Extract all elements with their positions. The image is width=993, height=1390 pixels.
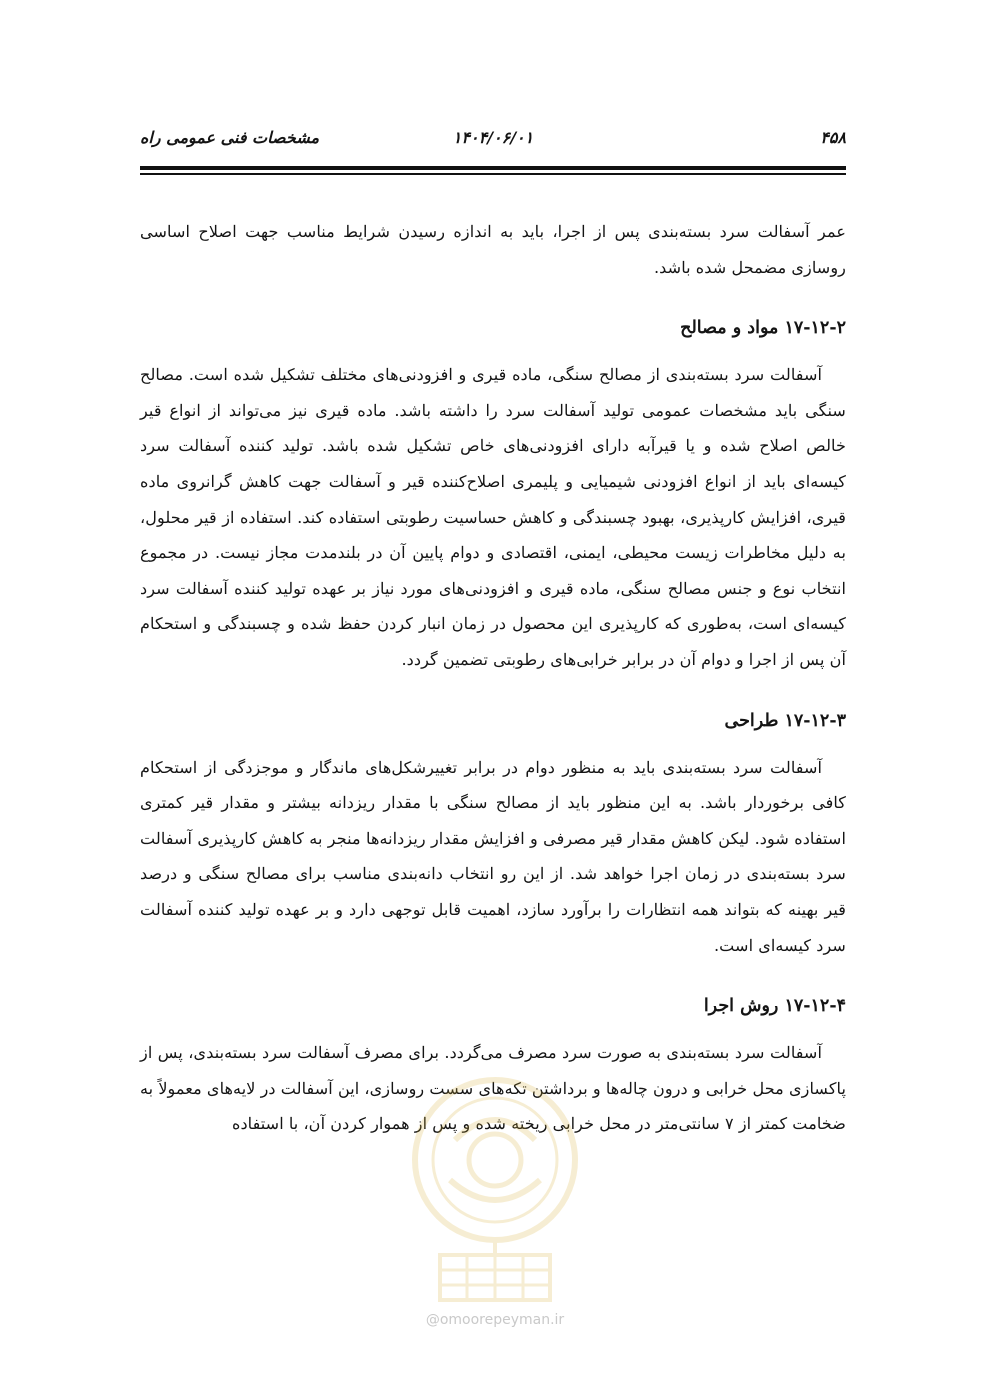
intro-paragraph: عمر آسفالت سرد بسته‌بندی پس از اجرا، باید به اندازه رسیدن شرایط مناسب جهت اصلاح اساسی روسازی مضمحل شده باشد. xyxy=(140,222,846,277)
header-title: مشخصات فنی عمومی راه xyxy=(140,128,320,147)
section-heading-execution: ۱۷-۱۲-۴ روش اجرا xyxy=(703,996,846,1017)
header-rule-thin xyxy=(140,173,846,175)
header-date: ۱۴۰۴/۰۶/۰۱ xyxy=(452,128,534,147)
page-number: ۴۵۸ xyxy=(820,128,846,147)
page-body xyxy=(140,214,846,1142)
section-paragraph-execution: آسفالت سرد بسته‌بندی به صورت سرد مصرف می‌گردد. برای مصرف آسفالت سرد بسته‌بندی، پس از پاکسازی محل خرابی و درون چاله‌ها و برداشتن تکه‌های سست روسازی، این آسفالت در لایه‌های معمولاً به ضخامت کمتر از ۷ سانتی‌متر در محل خرابی ریخته شده و پس از هموار کردن آن، با استفاده xyxy=(140,1043,846,1134)
page-header xyxy=(140,128,846,160)
section-heading-design: ۱۷-۱۲-۳ طراحی xyxy=(724,710,846,731)
section-heading-materials: ۱۷-۱۲-۲ مواد و مصالح xyxy=(680,318,846,339)
header-rule-thick xyxy=(140,166,846,170)
section-paragraph-design: آسفالت سرد بسته‌بندی باید به منظور دوام در برابر تغییرشکل‌های ماندگار و موجزدگی از استحکام کافی برخوردار باشد. به این منظور باید از مصالح سنگی با مقدار ریزدانه بیشتر و مقدار قیر کمتری استفاده شود. لیکن کاهش مقدار قیر مصرفی و افزایش مقدار ریزدانه‌ها منجر به کاهش کارپذیری آسفالت سرد بسته‌بندی در زمان اجرا خواهد شد. از این رو انتخاب دانه‌بندی مناسب برای مصالح سنگی و درصد قیر بهینه که بتواند همه انتظارات را برآورد سازد، اهمیت قابل توجهی دارد و بر عهده تولید کننده آسفالت سرد کیسه‌ای است. xyxy=(140,757,846,955)
section-paragraph-materials: آسفالت سرد بسته‌بندی از مصالح سنگی، ماده قیری و افزودنی‌های مختلف تشکیل شده است. مصالح سنگی باید مشخصات عمومی تولید آسفالت سرد را داشته باشد. ماده قیری نیز می‌تواند از انواع قیر خالص اصلاح شده و یا قیرآبه دارای افزودنی‌های خاص تشکیل شده باشد. تولید کننده آسفالت سرد کیسه‌ای باید از انواع افزودنی شیمیایی و پلیمری اصلاح‌کننده قیر و آسفالت جهت کاهش گرانروی ماده قیری، افزایش کارپذیری، بهبود چسبندگی و کاهش حساسیت رطوبتی استفاده کند. استفاده از قیر محلول، به دلیل مخاطرات زیست محیطی، ایمنی، اقتصادی و دوام پایین آن در بلندمدت مجاز نیست. در مجموع انتخاب نوع و جنس مصالح سنگی، ماده قیری و افزودنی‌های مورد نیاز بر عهده تولید کننده آسفالت سرد کیسه‌ای است، به‌طوری که کارپذیری این محصول در زمان انبار کردن حفظ شده و چسبندگی و استحکام آن پس از اجرا و دوام آن در برابر خرابی‌های رطوبتی تضمین گردد. xyxy=(140,365,846,669)
watermark-url: @omoorepeyman.ir xyxy=(425,1312,565,1328)
